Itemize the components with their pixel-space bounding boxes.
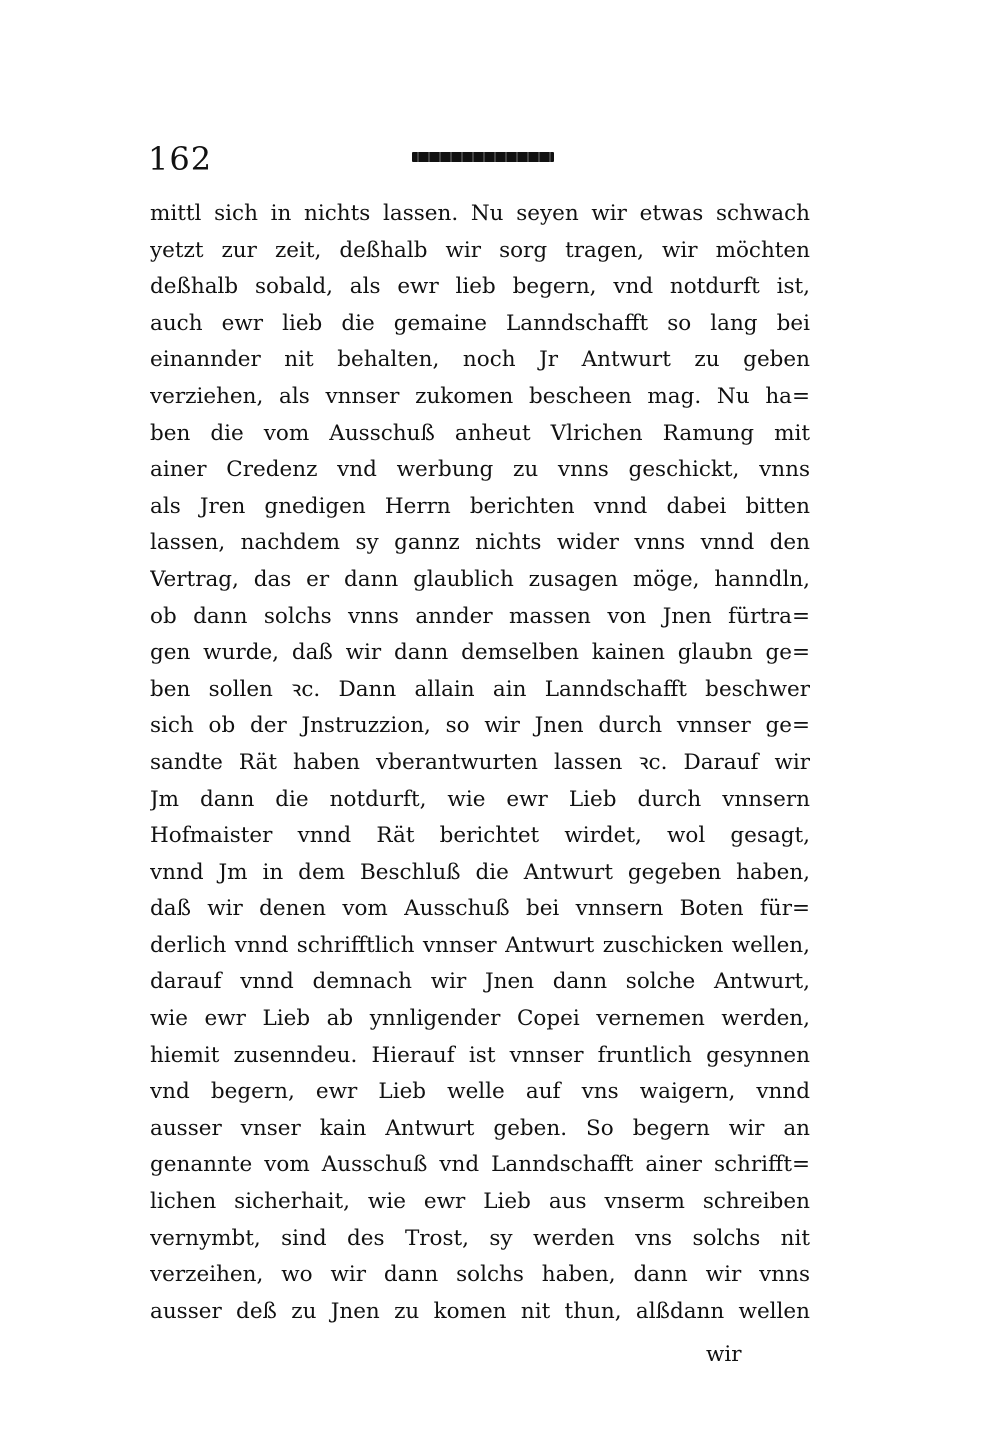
text-line: darauf vnnd demnach wir Jnen dann solche Antwurt,: [150, 969, 810, 995]
text-line: sich ob der Jnstruzzion, so wir Jnen durch vnnser ge=: [150, 713, 810, 739]
text-line: Hofmaister vnnd Rät berichtet wirdet, wol gesagt,: [150, 823, 810, 849]
text-line: vnd begern, ewr Lieb welle auf vns waigern, vnnd: [150, 1079, 810, 1105]
text-line: auch ewr lieb die gemaine Lanndschafft so lang bei: [150, 310, 810, 336]
text-line: daß wir denen vom Ausschuß bei vnnsern Boten für=: [150, 896, 810, 922]
text-line: einannder nit behalten, noch Jr Antwurt zu geben: [150, 347, 810, 373]
text-line: Vertrag, das er dann glaublich zusagen möge, hanndln,: [150, 566, 810, 592]
text-line: lichen sicherhait, wie ewr Lieb aus vnserm schreiben: [150, 1189, 810, 1215]
text-line: vnnd Jm in dem Beschluß die Antwurt gegeben haben,: [150, 859, 810, 885]
text-line: ben die vom Ausschuß anheut Vlrichen Ramung mit: [150, 420, 810, 446]
text-line: genannte vom Ausschuß vnd Lanndschafft ainer schrifft=: [150, 1152, 810, 1178]
header-ornament-rule: [412, 152, 554, 162]
text-line: vernymbt, sind des Trost, sy werden vns solchs nit: [150, 1225, 810, 1251]
text-line: verzeihen, wo wir dann solchs haben, dann wir vnns: [150, 1262, 810, 1288]
text-line: als Jren gnedigen Herrn berichten vnnd dabei bitten: [150, 493, 810, 519]
text-line: ben sollen ꝛc. Dann allain ain Lanndschafft beschwer: [150, 676, 810, 702]
page-number: 162: [148, 140, 213, 178]
text-line: yetzt zur zeit, deßhalb wir sorg tragen, wir möchten: [150, 237, 810, 263]
body-text: [150, 196, 810, 1330]
text-line: ainer Credenz vnd werbung zu vnns geschickt, vnns: [150, 457, 810, 483]
text-line: gen wurde, daß wir dann demselben kainen glaubn ge=: [150, 640, 810, 666]
text-line: wie ewr Lieb ab ynnligender Copei vernemen werden,: [150, 1006, 810, 1032]
catchword: wir: [706, 1342, 742, 1367]
text-line: sandte Rät haben vberantwurten lassen ꝛc. Darauf wir: [150, 749, 810, 775]
text-line: mittl sich in nichts lassen. Nu seyen wir etwas schwach: [150, 201, 810, 226]
text-line: ob dann solchs vnns annder massen von Jnen fürtra=: [150, 603, 810, 629]
text-line: ausser vnser kain Antwurt geben. So begern wir an: [150, 1115, 810, 1141]
text-line: hiemit zusenndeu. Hierauf ist vnnser fruntlich gesynnen: [150, 1042, 810, 1068]
text-line: Jm dann die notdurft, wie ewr Lieb durch vnnsern: [150, 786, 810, 812]
text-line: deßhalb sobald, als ewr lieb begern, vnd notdurft ist,: [150, 274, 810, 300]
text-line: lassen, nachdem sy gannz nichts wider vnns vnnd den: [150, 530, 810, 556]
text-line: verziehen, als vnnser zukomen bescheen mag. Nu ha=: [150, 383, 810, 409]
text-line: derlich vnnd schrifftlich vnnser Antwurt zuschicken wellen,: [150, 932, 810, 958]
text-line: ausser deß zu Jnen zu komen nit thun, alßdann wellen: [150, 1298, 810, 1324]
